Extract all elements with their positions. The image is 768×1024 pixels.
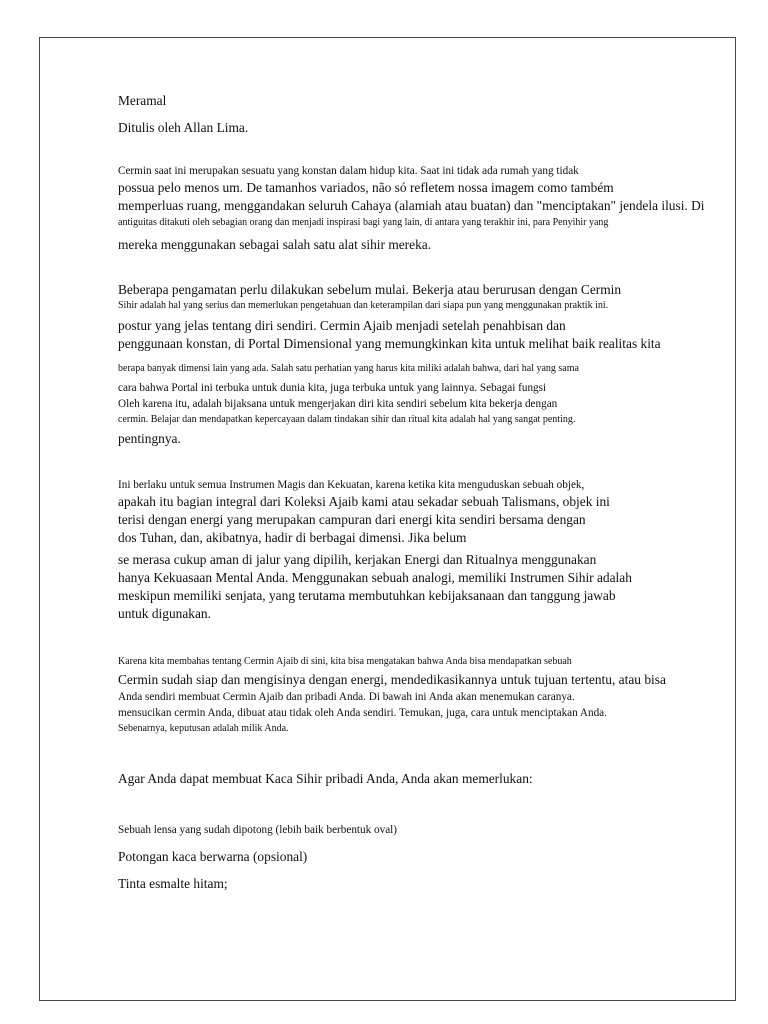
paragraph-line: meskipun memiliki senjata, yang terutama membutuhkan kebijaksanaan dan tanggung jawab — [118, 588, 616, 603]
list-item: Sebuah lensa yang sudah dipotong (lebih baik berbentuk oval) — [118, 824, 397, 836]
paragraph-line: hanya Kekuasaan Mental Anda. Menggunakan sebuah analogi, memiliki Instrumen Sihir adalah — [118, 570, 632, 585]
paragraph-line: untuk digunakan. — [118, 606, 211, 621]
document-title: Meramal — [118, 93, 167, 108]
document-author: Ditulis oleh Allan Lima. — [118, 120, 249, 135]
requirements-intro: Agar Anda dapat membuat Kaca Sihir pribadi Anda, Anda akan memerlukan: — [118, 771, 533, 786]
list-item: Tinta esmalte hitam; — [118, 876, 228, 891]
requirements-list — [118, 822, 728, 893]
paragraph-3 — [118, 477, 728, 623]
paragraph-1 — [118, 163, 728, 254]
paragraph-line: Karena kita membahas tentang Cermin Ajaib di sini, kita bisa mengatakan bahwa Anda bisa mendapatkan sebuah — [118, 656, 572, 667]
paragraph-line: antiguitas ditakuti oleh sebagian orang dan menjadi inspirasi bagi yang lain, di antara yang terakhir ini, para Penyihir yang — [118, 217, 609, 228]
paragraph-line: memperluas ruang, menggandakan seluruh Cahaya (alamiah atau buatan) dan "menciptakan" jendela ilusi. Di — [118, 198, 705, 213]
paragraph-line: se merasa cukup aman di jalur yang dipilih, kerjakan Energi dan Ritualnya menggunakan — [118, 552, 597, 567]
paragraph-line: dos Tuhan, dan, akibatnya, hadir di berbagai dimensi. Jika belum — [118, 530, 467, 545]
paragraph-line: pentingnya. — [118, 431, 181, 446]
list-item: Potongan kaca berwarna (opsional) — [118, 849, 308, 864]
paragraph-line: mensucikan cermin Anda, dibuat atau tidak oleh Anda sendiri. Temukan, juga, cara untuk menciptakan Anda. — [118, 707, 607, 719]
paragraph-line: terisi dengan energi yang merupakan campuran dari energi kita sendiri bersama dengan — [118, 512, 586, 527]
paragraph-line: Cermin saat ini merupakan sesuatu yang konstan dalam hidup kita. Saat ini tidak ada rumah yang tidak — [118, 165, 579, 177]
paragraph-line: berapa banyak dimensi lain yang ada. Salah satu perhatian yang harus kita miliki adalah bahwa, dari hal yang sama — [118, 363, 579, 374]
paragraph-line: Sihir adalah hal yang serius dan memerlukan pengetahuan dan keterampilan dari siapa pun yang menggunakan praktik ini. — [118, 300, 609, 311]
paragraph-line: apakah itu bagian integral dari Koleksi Ajaib kami atau sekadar sebuah Talismans, objek ini — [118, 494, 610, 509]
paragraph-line: Oleh karena itu, adalah bijaksana untuk mengerjakan diri kita sendiri sebelum kita bekerja dengan — [118, 398, 558, 410]
paragraph-line: Sebenarnya, keputusan adalah milik Anda. — [118, 723, 289, 734]
document-content — [118, 90, 728, 893]
paragraph-2 — [118, 281, 728, 448]
paragraph-line: Anda sendiri membuat Cermin Ajaib dan pribadi Anda. Di bawah ini Anda akan menemukan caranya. — [118, 691, 575, 703]
paragraph-line: penggunaan konstan, di Portal Dimensional yang memungkinkan kita untuk melihat baik realitas kita — [118, 336, 661, 351]
paragraph-line: mereka menggunakan sebagai salah satu alat sihir mereka. — [118, 237, 432, 252]
paragraph-line: Ini berlaku untuk semua Instrumen Magis dan Kekuatan, karena ketika kita menguduskan sebuah objek, — [118, 479, 585, 491]
paragraph-4 — [118, 655, 728, 736]
paragraph-line: possua pelo menos um. De tamanhos variados, não só refletem nossa imagem como também — [118, 180, 614, 195]
paragraph-line: Cermin sudah siap dan mengisinya dengan energi, mendedikasikannya untuk tujuan tertentu, atau bisa — [118, 672, 666, 687]
paragraph-line: cermin. Belajar dan mendapatkan kepercayaan dalam tindakan sihir dan ritual kita adalah hal yang sangat penting. — [118, 414, 576, 425]
paragraph-line: Beberapa pengamatan perlu dilakukan sebelum mulai. Bekerja atau berurusan dengan Cermin — [118, 282, 622, 297]
paragraph-line: postur yang jelas tentang diri sendiri. Cermin Ajaib menjadi setelah penahbisan dan — [118, 318, 566, 333]
document-page — [39, 37, 736, 1001]
paragraph-line: cara bahwa Portal ini terbuka untuk dunia kita, juga terbuka untuk yang lainnya. Sebagai fungsi — [118, 382, 547, 394]
